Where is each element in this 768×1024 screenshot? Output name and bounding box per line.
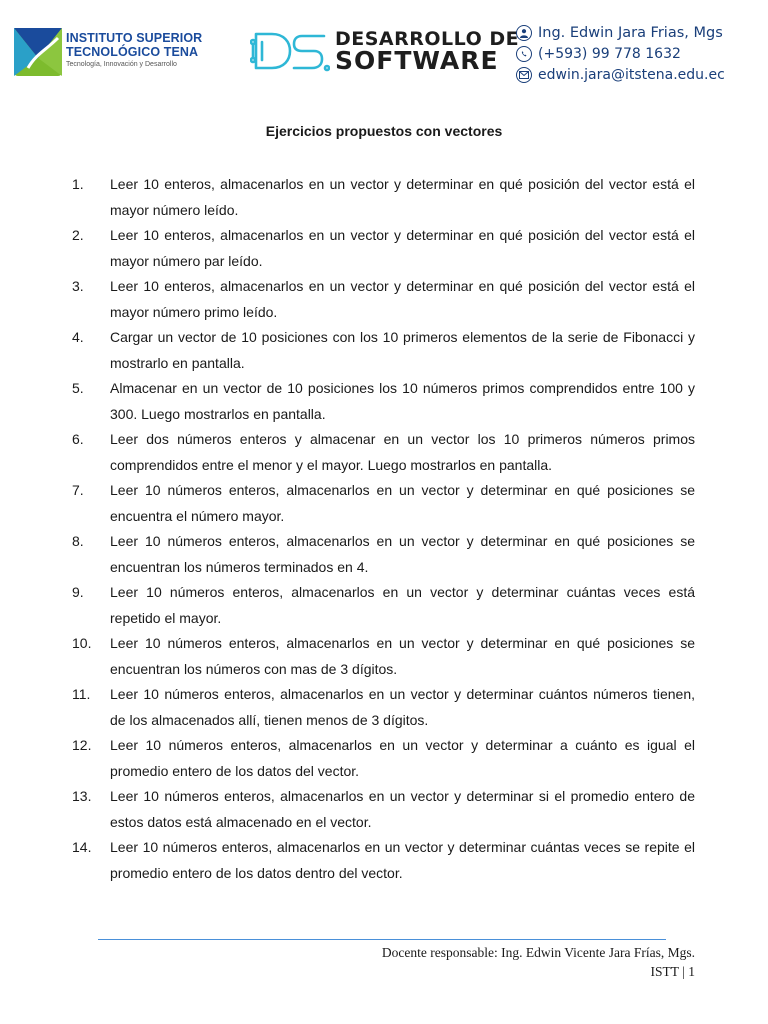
institute-line1: INSTITUTO SUPERIOR xyxy=(66,31,203,45)
exercise-number: 11. xyxy=(72,686,91,702)
exercise-number: 1. xyxy=(72,176,84,192)
exercise-number: 2. xyxy=(72,227,84,243)
user-icon xyxy=(516,25,532,41)
list-item xyxy=(72,835,695,886)
program-line1: DESARROLLO DE xyxy=(335,28,520,50)
institute-line2 xyxy=(66,45,202,59)
contact-name-row xyxy=(516,22,725,43)
list-item xyxy=(72,172,695,223)
page-footer xyxy=(382,943,695,981)
list-item xyxy=(72,223,695,274)
exercise-number: 3. xyxy=(72,278,84,294)
exercise-number: 5. xyxy=(72,380,84,396)
program-line2: SOFTWARE xyxy=(335,46,499,75)
exercise-text: Leer 10 números enteros, almacenarlos en un vector y determinar cuántas veces se repite el promedio entero de los datos dentro del vector. xyxy=(110,839,695,881)
list-item xyxy=(72,274,695,325)
contact-name: Ing. Edwin Jara Frias, Mgs xyxy=(538,24,723,41)
institute-line2a: TECNOLÓGICO xyxy=(66,45,161,59)
document-title: Ejercicios propuestos con vectores xyxy=(265,123,503,139)
exercise-text: Leer 10 números enteros, almacenarlos en un vector y determinar a cuánto es igual el promedio entero de los datos del vector. xyxy=(110,737,695,779)
exercise-number: 13. xyxy=(72,788,92,804)
institute-line2b: TENA xyxy=(163,45,199,59)
contact-email: edwin.jara@itstena.edu.ec xyxy=(538,66,725,83)
exercise-text: Leer 10 enteros, almacenarlos en un vector y determinar en qué posición del vector está el mayor número leído. xyxy=(110,176,695,218)
exercise-text: Leer 10 números enteros, almacenarlos en un vector y determinar en qué posiciones se encuentra el número mayor. xyxy=(110,482,695,524)
institute-logo-icon xyxy=(14,28,62,76)
list-item xyxy=(72,784,695,835)
exercise-number: 7. xyxy=(72,482,84,498)
exercise-text: Leer 10 números enteros, almacenarlos en un vector y determinar cuántas veces está repetido el mayor. xyxy=(110,584,695,626)
exercise-number: 14. xyxy=(72,839,92,855)
footer-responsible: Docente responsable: Ing. Edwin Vicente Jara Frías, Mgs. xyxy=(381,945,695,960)
exercise-number: 9. xyxy=(72,584,84,600)
contact-email-row xyxy=(516,64,725,85)
exercise-text: Leer 10 enteros, almacenarlos en un vector y determinar en qué posición del vector está el mayor número primo leído. xyxy=(110,278,695,320)
exercise-text: Almacenar en un vector de 10 posiciones los 10 números primos comprendidos entre 100 y 300. Luego mostrarlos en pantalla. xyxy=(110,380,695,422)
list-item xyxy=(72,631,695,682)
exercise-text: Leer 10 números enteros, almacenarlos en un vector y determinar cuántos números tienen, de los almacenados allí, tienen menos de 3 dígitos. xyxy=(110,686,695,728)
ds-logo-icon xyxy=(250,28,330,74)
institute-name xyxy=(66,31,202,70)
exercise-text: Leer 10 números enteros, almacenarlos en un vector y determinar en qué posiciones se encuentran los números terminados en 4. xyxy=(110,533,695,575)
mail-icon xyxy=(516,67,532,83)
contact-phone-row xyxy=(516,43,725,64)
contact-block xyxy=(516,22,725,85)
list-item xyxy=(72,325,695,376)
exercise-text: Leer dos números enteros y almacenar en un vector los 10 primeros números primos comprendidos entre el menor y el mayor. Luego mostrarlos en pantalla. xyxy=(110,431,695,473)
whatsapp-icon xyxy=(516,46,532,62)
list-item xyxy=(72,733,695,784)
exercise-number: 6. xyxy=(72,431,84,447)
exercise-text: Leer 10 números enteros, almacenarlos en un vector y determinar si el promedio entero de estos datos está almacenado en el vector. xyxy=(110,788,695,830)
exercise-list xyxy=(72,172,695,886)
list-item xyxy=(72,376,695,427)
exercise-text: Leer 10 números enteros, almacenarlos en un vector y determinar en qué posiciones se encuentran los números con mas de 3 dígitos. xyxy=(110,635,695,677)
page-header xyxy=(0,0,768,100)
footer-page-number: ISTT | 1 xyxy=(650,964,695,979)
program-name xyxy=(335,29,519,73)
exercise-number: 10. xyxy=(72,635,92,651)
list-item xyxy=(72,580,695,631)
exercise-text: Leer 10 enteros, almacenarlos en un vector y determinar en qué posición del vector está el mayor número par leído. xyxy=(110,227,695,269)
institute-tagline: Tecnología, Innovación y Desarrollo xyxy=(66,61,177,68)
exercise-number: 12. xyxy=(72,737,92,753)
exercise-number: 4. xyxy=(72,329,84,345)
list-item xyxy=(72,529,695,580)
list-item xyxy=(72,478,695,529)
exercise-number: 8. xyxy=(72,533,84,549)
footer-divider xyxy=(98,939,666,940)
contact-phone: (+593) 99 778 1632 xyxy=(538,45,681,62)
exercise-text: Cargar un vector de 10 posiciones con los 10 primeros elementos de la serie de Fibonacci y mostrarlo en pantalla. xyxy=(110,329,695,371)
list-item xyxy=(72,427,695,478)
list-item xyxy=(72,682,695,733)
